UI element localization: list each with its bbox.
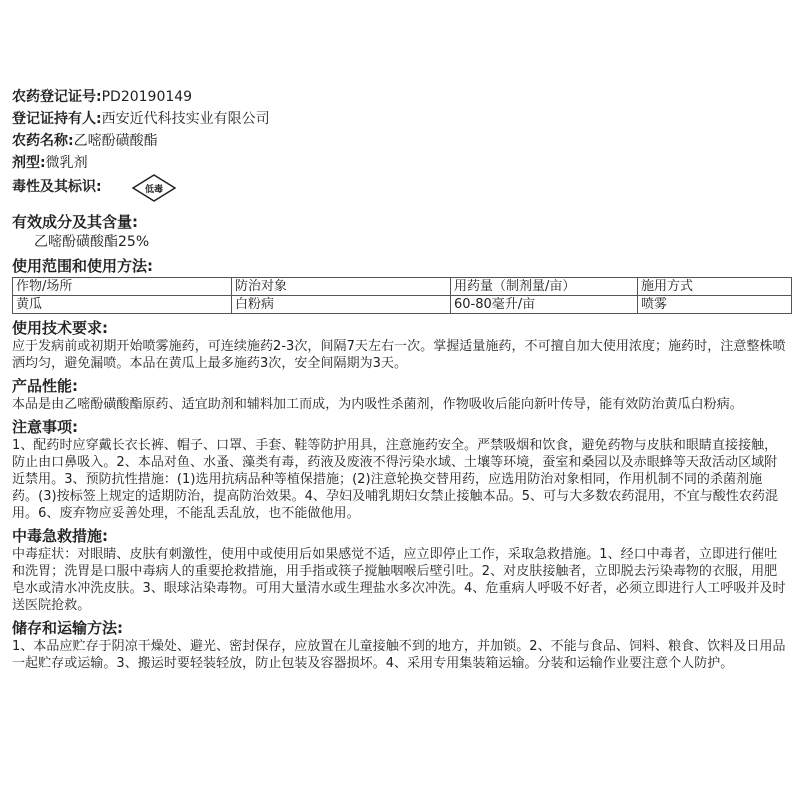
- performance-text: 本品是由乙嘧酚磺酸酯原药、适宜助剂和辅料加工而成，为内吸性杀菌剂，作物吸收后能向新叶传导，能有效防治黄瓜白粉病。: [12, 397, 743, 412]
- firstaid-title: 中毒急救措施:: [12, 527, 108, 545]
- registration-number: 农药登记证号:PD20190149: [12, 89, 193, 105]
- table-header-cell: 施用方式: [638, 278, 792, 296]
- ingredients-title: 有效成分及其含量:: [12, 213, 138, 231]
- svg-text:低毒: 低毒: [144, 185, 164, 195]
- firstaid-text: 中毒症状：对眼睛、皮肤有刺激性，使用中或使用后如果感觉不适，应立即停止工作，采取急救措施。1、经口中毒者，立即进行催吐和洗胃；洗胃是口服中毒病人的重要抢救措施，用手指或筷子搅触咽喉后壁引吐。2、对皮肤接触者，立即脱去污染毒物的衣服，用肥皂水或清水冲洗皮肤。3、眼球沾染毒物。可用大量清水或生理盐水多次冲洗。4、危重病人呼吸不好者，必须立即进行人工呼吸并及时送医院抢救。: [12, 547, 786, 613]
- table-header-cell: 用药量（制剂量/亩）: [451, 278, 638, 296]
- table-header-cell: 作物/场所: [13, 278, 232, 296]
- label-document: [12, 86, 788, 672]
- table-header-row: [13, 278, 792, 296]
- table-cell: 喷雾: [638, 296, 792, 314]
- notes-title: 注意事项:: [12, 418, 78, 436]
- pesticide-name: 农药名称:乙嘧酚磺酸酯: [12, 133, 158, 149]
- performance-title: 产品性能:: [12, 377, 78, 395]
- toxicity-row: 毒性及其标识: 低毒: [12, 174, 788, 208]
- usage-title: 使用范围和使用方法:: [12, 257, 153, 275]
- tech-text: 应于发病前或初期开始喷雾施药，可连续施药2-3次，间隔7天左右一次。掌握适量施药，不可擅自加大使用浓度；施药时，注意整株喷洒均匀，避免漏喷。本品在黄瓜上最多施药3次，安全间隔期为3天。: [12, 339, 786, 371]
- storage-text: 1、本品应贮存于阴凉干燥处、避光、密封保存，应放置在儿童接触不到的地方，并加锁。2、不能与食品、饲料、粮食、饮料及日用品一起贮存或运输。3、搬运时要轻装轻放，防止包装及容器损坏。4、采用专用集装箱运输。分装和运输作业要注意个人防护。: [12, 639, 786, 671]
- registration-holder: 登记证持有人:西安近代科技实业有限公司: [12, 111, 270, 127]
- storage-title: 储存和运输方法:: [12, 619, 123, 637]
- tech-title: 使用技术要求:: [12, 319, 108, 337]
- table-cell: 白粉病: [232, 296, 451, 314]
- notes-text: 1、配药时应穿戴长衣长裤、帽子、口罩、手套、鞋等防护用具，注意施药安全。严禁吸烟和饮食，避免药物与皮肤和眼睛直接接触，防止由口鼻吸入。2、本品对鱼、水蚤、藻类有毒，药液及废液不得污染水域、土壤等环境，蚕室和桑园以及赤眼蜂等天敌活动区域附近禁用。3、预防抗性措施：(1)选用抗病品种等植保措施；(2)注意轮换交替用药，应选用防治对象相同，作用机制不同的杀菌剂施药。(3)按标签上规定的适期防治，提高防治效果。4、孕妇及哺乳期妇女禁止接触本品。5、可与大多数农药混用，不宜与酸性农药混用。6、废弃物应妥善处理，不能乱丢乱放，也不能做他用。: [12, 438, 779, 521]
- formulation: 剂型:微乳剂: [12, 155, 88, 171]
- table-cell: 黄瓜: [13, 296, 232, 314]
- table-cell: 60-80毫升/亩: [451, 296, 638, 314]
- table-row: [13, 296, 792, 314]
- table-header-cell: 防治对象: [232, 278, 451, 296]
- low-toxicity-diamond-icon: [132, 174, 176, 202]
- usage-table: [12, 277, 792, 314]
- ingredients-value: 乙嘧酚磺酸酯25%: [34, 234, 150, 250]
